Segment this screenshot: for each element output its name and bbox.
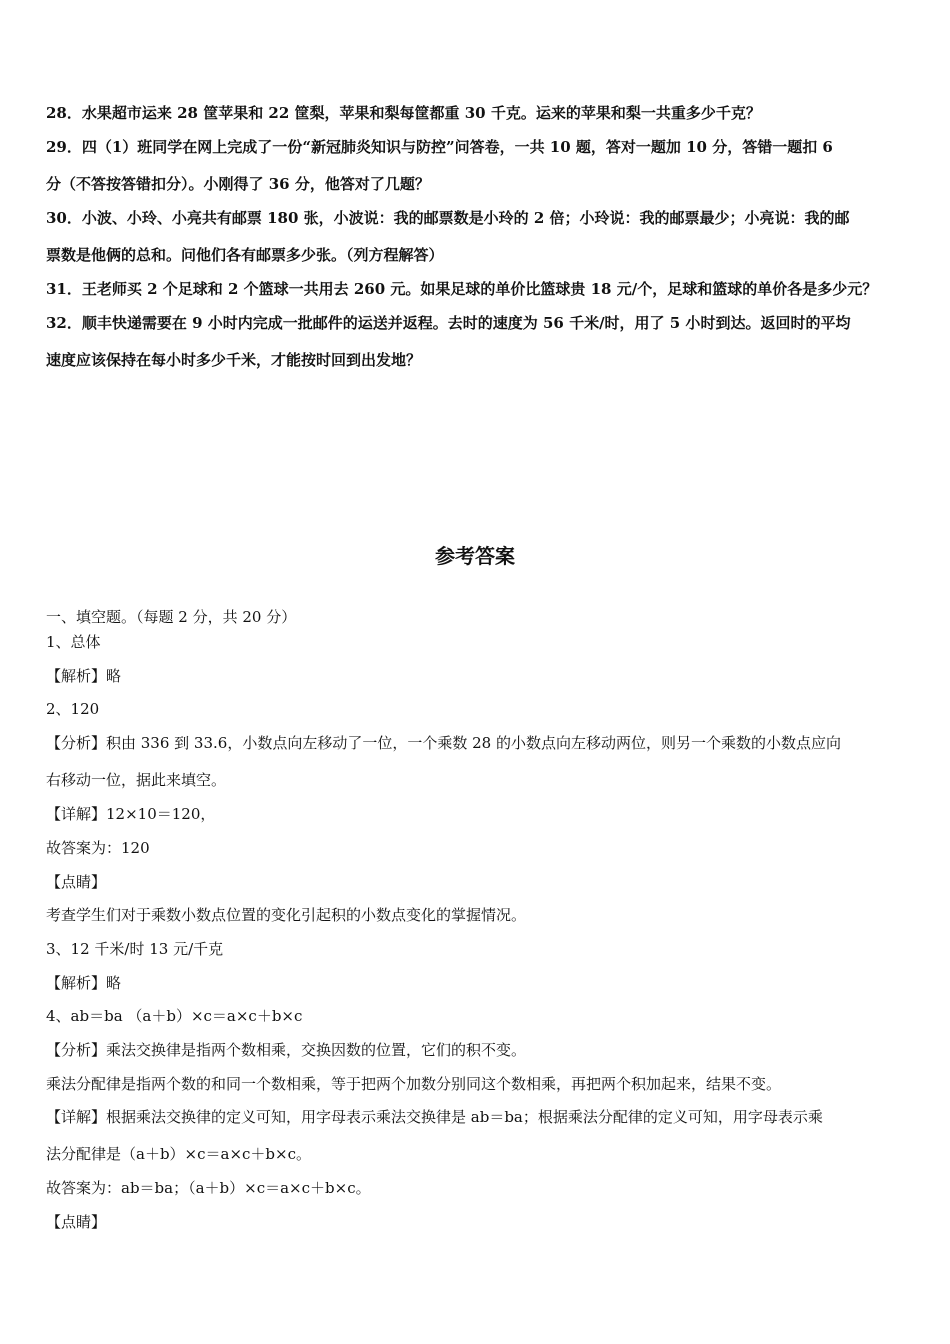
question-32-line-2: 速度应该保持在每小时多少千米，才能按时回到出发地？ — [46, 351, 422, 369]
answer-2-result: 故答案为：120 — [46, 839, 150, 857]
question-29-line-1: 29．四（1）班同学在网上完成了一份“新冠肺炎知识与防控”问答卷，一共 10 题，答对一题加 10 分，答错一题扣 6 — [46, 138, 833, 156]
answer-4-detail-line-1: 【详解】根据乘法交换律的定义可知，用字母表示乘法交换律是 ab＝ba；根据乘法分配律的定义可知，用字母表示乘 — [46, 1108, 823, 1126]
answer-2-detail: 【详解】12×10＝120， — [46, 805, 216, 823]
answer-4-fenxi-line-2: 乘法分配律是指两个数的和同一个数相乘，等于把两个加数分别同这个数相乘，再把两个积加起来，结果不变。 — [46, 1075, 782, 1093]
answer-2-comment-label: 【点睛】 — [46, 873, 107, 891]
answer-3-analysis: 【解析】略 — [46, 974, 122, 992]
question-32-line-1: 32．顺丰快递需要在 9 小时内完成一批邮件的运送并返程。去时的速度为 56 千米/时，用了 5 小时到达。返回时的平均 — [46, 314, 851, 332]
answer-4: 4、ab＝ba （a＋b）×c＝a×c＋b×c — [46, 1007, 303, 1025]
answer-2-comment: 考查学生们对于乘数小数点位置的变化引起积的小数点变化的掌握情况。 — [46, 906, 527, 924]
question-31: 31．王老师买 2 个足球和 2 个篮球一共用去 260 元。如果足球的单价比篮球贵 18 元/个，足球和篮球的单价各是多少元？ — [46, 280, 878, 298]
answer-4-comment-label: 【点睛】 — [46, 1213, 107, 1231]
answer-2-fenxi-line-1: 【分析】积由 336 到 33.6，小数点向左移动了一位，一个乘数 28 的小数点向左移动两位，则另一个乘数的小数点应向 — [46, 734, 841, 752]
section-heading: 一、填空题。（每题 2 分，共 20 分） — [46, 608, 297, 626]
answer-key-title: 参考答案 — [435, 544, 515, 568]
answer-4-fenxi-line-1: 【分析】乘法交换律是指两个数相乘，交换因数的位置，它们的积不变。 — [46, 1041, 527, 1059]
question-28: 28．水果超市运来 28 筐苹果和 22 筐梨，苹果和梨每筐都重 30 千克。运来的苹果和梨一共重多少千克？ — [46, 104, 761, 122]
answer-1: 1、总体 — [46, 633, 101, 651]
answer-4-detail-line-2: 法分配律是（a＋b）×c＝a×c＋b×c。 — [46, 1145, 311, 1163]
answer-2-fenxi-line-2: 右移动一位，据此来填空。 — [46, 771, 227, 789]
question-29-line-2: 分（不答按答错扣分）。小刚得了 36 分，他答对了几题？ — [46, 175, 430, 193]
question-30-line-2: 票数是他俩的总和。问他们各有邮票多少张。（列方程解答） — [46, 246, 444, 264]
answer-4-result: 故答案为：ab＝ba；（a＋b）×c＝a×c＋b×c。 — [46, 1179, 371, 1197]
answer-3: 3、12 千米/时 13 元/千克 — [46, 940, 224, 958]
question-30-line-1: 30．小波、小玲、小亮共有邮票 180 张，小波说：我的邮票数是小玲的 2 倍；小玲说：我的邮票最少；小亮说：我的邮 — [46, 209, 850, 227]
answer-1-analysis: 【解析】略 — [46, 667, 122, 685]
answer-2: 2、120 — [46, 700, 100, 718]
